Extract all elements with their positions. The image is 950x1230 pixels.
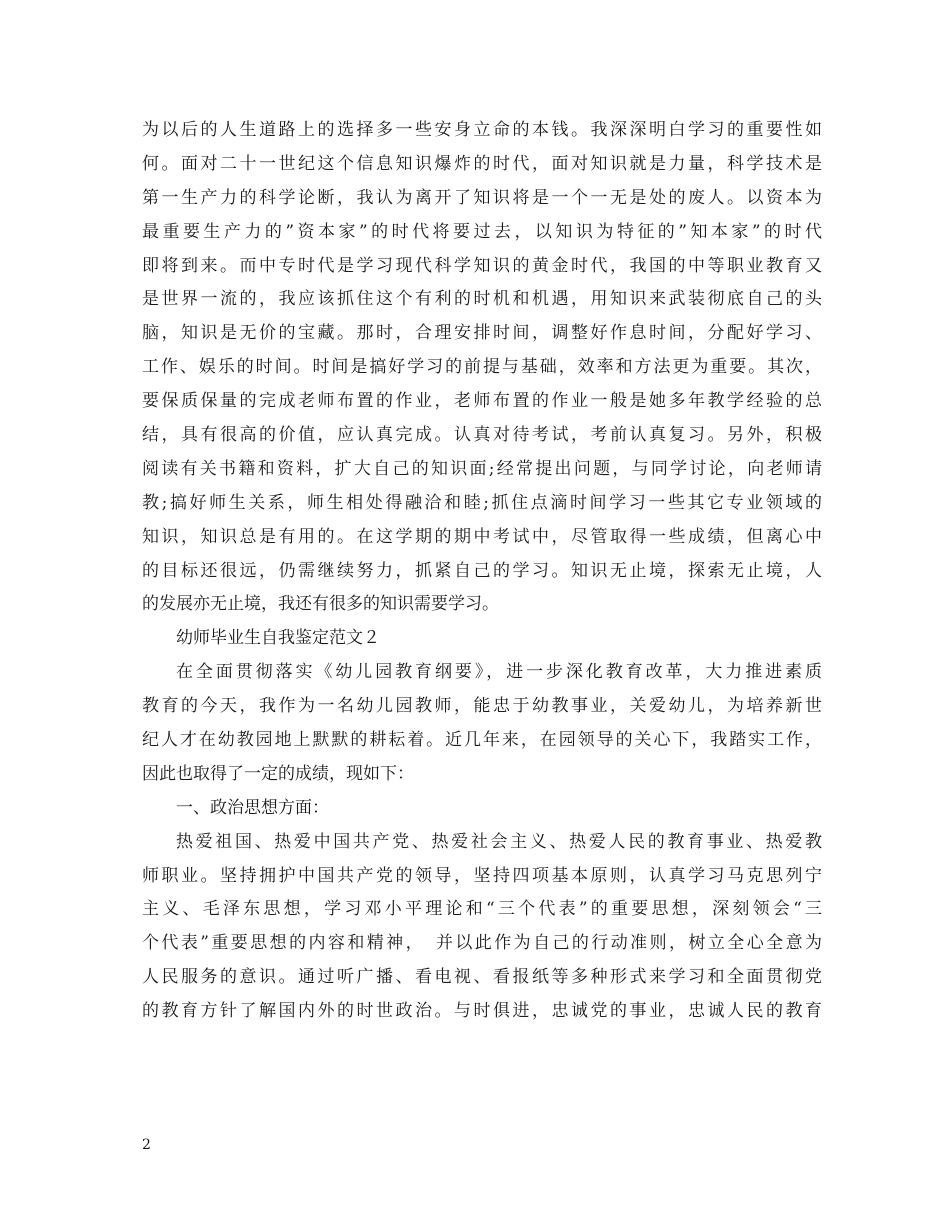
text-line: 第一生产力的科学论断，我认为离开了知识将是一个一无是处的废人。以资本为 <box>142 187 822 208</box>
text-line: 热爱祖国、热爱中国共产党、热爱社会主义、热爱人民的教育事业、热爱教 <box>176 831 822 852</box>
text-line: 是世界一流的，我应该抓住这个有利的时机和机遇，用知识来武装彻底自己的头 <box>142 289 822 310</box>
text-line: 因此也取得了一定的成绩，现如下： <box>142 763 414 784</box>
text-line: 结，具有很高的价值，应认真完成。认真对待考试，考前认真复习。另外，积极 <box>142 425 822 446</box>
text-line: 个代表”重要思想的内容和精神， 并以此作为自己的行动准则，树立全心全意为 <box>142 933 822 954</box>
text-line: 纪人才在幼教园地上默默的耕耘着。近几年来，在园领导的关心下，我踏实工作， <box>142 730 822 751</box>
text-line: 在全面贯彻落实《幼儿园教育纲要》，进一步深化教育改革，大力推进素质 <box>176 662 822 683</box>
text-line: 要保质保量的完成老师布置的作业，老师布置的作业一般是她多年教学经验的总 <box>142 391 822 412</box>
text-line: 幼师毕业生自我鉴定范文２ <box>176 628 380 649</box>
text-line: 最重要生产力的”资本家”的时代将要过去，以知识为特征的”知本家”的时代 <box>142 221 822 242</box>
text-line: 教;搞好师生关系，师生相处得融洽和睦;抓住点滴时间学习一些其它专业领域的 <box>142 492 822 513</box>
text-line: 工作、娱乐的时间。时间是搞好学习的前提与基础，效率和方法更为重要。其次， <box>142 357 822 378</box>
text-line: 教育的今天，我作为一名幼儿园教师，能忠于幼教事业，关爱幼儿，为培养新世 <box>142 696 822 717</box>
page-number: 2 <box>142 1137 151 1153</box>
document-body <box>142 114 822 1029</box>
text-line: 即将到来。而中专时代是学习现代科学知识的黄金时代，我国的中等职业教育又 <box>142 255 822 276</box>
text-line: 的发展亦无止境，我还有很多的知识需要学习。 <box>142 594 499 615</box>
text-line: 的目标还很远，仍需继续努力，抓紧自己的学习。知识无止境，探索无止境，人 <box>142 560 822 581</box>
text-line: 师职业。坚持拥护中国共产党的领导，坚持四项基本原则，认真学习马克思列宁 <box>142 865 822 886</box>
text-line: 知识，知识总是有用的。在这学期的期中考试中，尽管取得一些成绩，但离心中 <box>142 526 822 547</box>
text-line: 脑，知识是无价的宝藏。那时，合理安排时间，调整好作息时间，分配好学习、 <box>142 323 822 344</box>
text-line: 何。面对二十一世纪这个信息知识爆炸的时代，面对知识就是力量，科学技术是 <box>142 153 822 174</box>
text-line: 的教育方针了解国内外的时世政治。与时俱进，忠诚党的事业，忠诚人民的教育 <box>142 1001 822 1022</box>
text-line: 阅读有关书籍和资料，扩大自己的知识面;经常提出问题，与同学讨论，向老师请 <box>142 458 822 479</box>
text-line: 人民服务的意识。通过听广播、看电视、看报纸等多种形式来学习和全面贯彻党 <box>142 967 822 988</box>
text-line: 为以后的人生道路上的选择多一些安身立命的本钱。我深深明白学习的重要性如 <box>142 120 822 140</box>
text-line: 主义、毛泽东思想，学习邓小平理论和“三个代表”的重要思想，深刻领会“三 <box>142 899 822 920</box>
text-line: 一、政治思想方面： <box>176 797 329 818</box>
